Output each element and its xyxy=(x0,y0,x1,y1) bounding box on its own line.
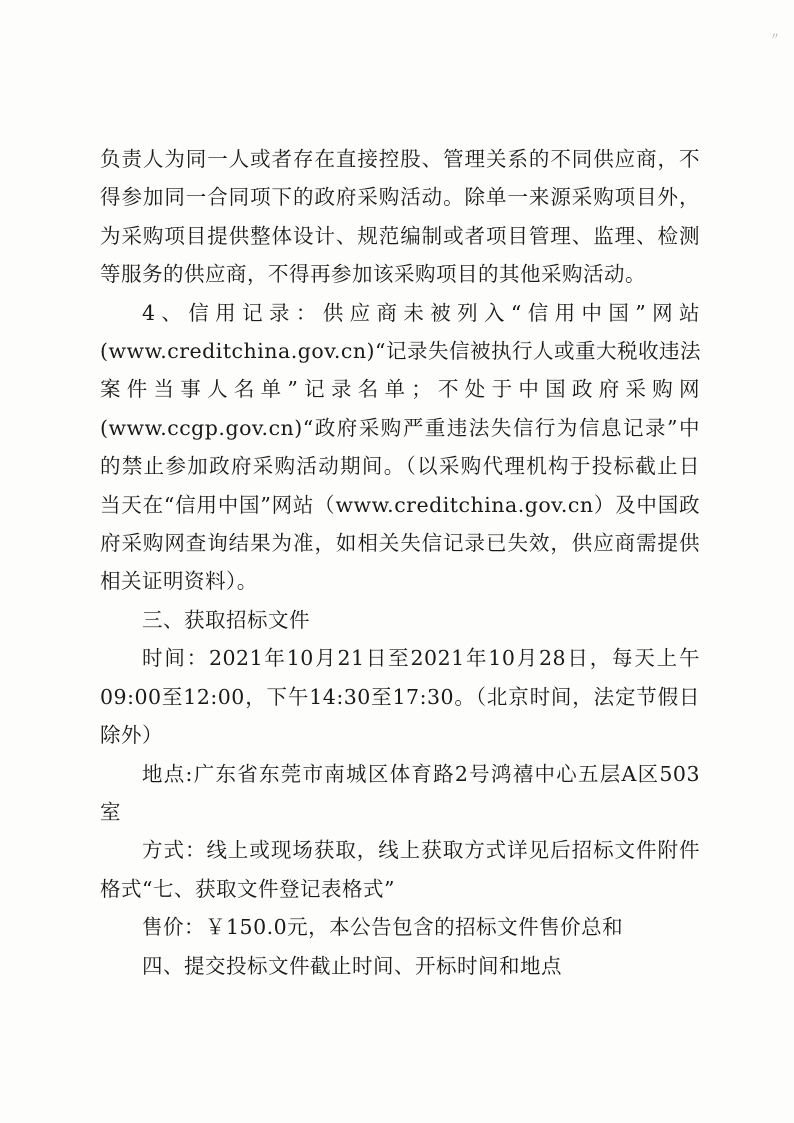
text-line: 室 xyxy=(100,799,121,824)
body-text xyxy=(100,140,700,985)
section-heading: 三、获取招标文件 xyxy=(142,607,310,632)
text-line: 方式：线上或现场获取，线上获取方式详见后招标文件附件 xyxy=(142,838,700,863)
text-line: 相关证明资料）。 xyxy=(100,569,258,594)
text-line: 4、信用记录：供应商未被列入“信用中国”网站 xyxy=(142,300,700,325)
text-line: 售价：￥150.0元，本公告包含的招标文件售价总和 xyxy=(142,915,624,940)
text-line: 得参加同一合同项下的政府采购活动。除单一来源采购项目外， xyxy=(100,185,700,210)
text-line: 当天在“信用中国”网站（www.creditchina.gov.cn）及中国政 xyxy=(100,492,700,517)
text-line: (www.creditchina.gov.cn)“记录失信被执行人或重大税收违法 xyxy=(100,339,702,364)
section-heading: 四、提交投标文件截止时间、开标时间和地点 xyxy=(142,953,562,978)
text-line: 格式“七、获取文件登记表格式” xyxy=(100,876,395,901)
text-line: 为采购项目提供整体设计、规范编制或者项目管理、监理、检测 xyxy=(100,223,700,248)
text-line: 负责人为同一人或者存在直接控股、管理关系的不同供应商，不 xyxy=(100,147,700,171)
text-line: 除外） xyxy=(100,723,163,748)
text-line: (www.ccgp.gov.cn)“政府采购严重违法失信行为信息记录”中 xyxy=(100,415,700,440)
text-line: 时间：2021年10月21日至2021年10月28日，每天上午 xyxy=(142,646,700,671)
text-line: 的禁止参加政府采购活动期间。（以采购代理机构于投标截止日 xyxy=(100,454,700,479)
text-line: 等服务的供应商，不得再参加该采购项目的其他采购活动。 xyxy=(100,262,646,287)
text-line: 09:00至12:00，下午14:30至17:30。（北京时间，法定节假日 xyxy=(100,684,700,709)
text-line: 案件当事人名单”记录名单；不处于中国政府采购网 xyxy=(100,377,700,402)
text-line: 地点:广东省东莞市南城区体育路2号鸿禧中心五层A区503 xyxy=(142,761,700,786)
corner-mark: 〃 xyxy=(770,32,780,43)
text-line: 府采购网查询结果为准，如相关失信记录已失效，供应商需提供 xyxy=(100,531,700,556)
